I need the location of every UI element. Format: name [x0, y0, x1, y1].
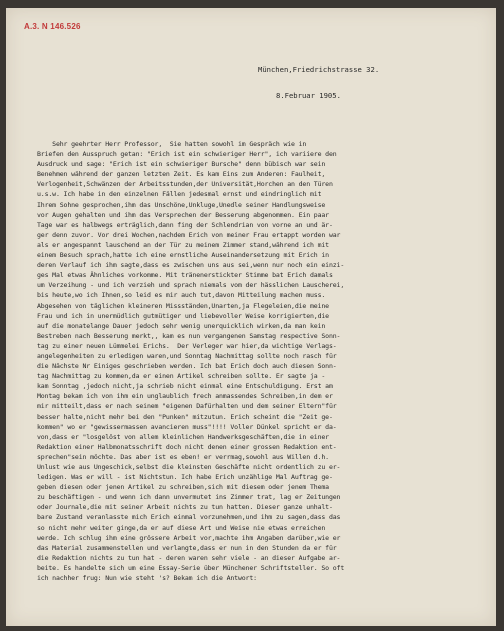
letter-line: kam Sonntag ,jedoch nicht,ja schrieb nicht einmal eine Entschuldigung. Erst am: [37, 382, 333, 391]
letter-line: von,dass er "losgelöst von allem kleinlichen Handwerksgeschäften,die in einer: [37, 432, 329, 441]
letter-line: Benehmen während der ganzen letzten Zeit. Es kam Eins zum Anderen: Faulheit,: [37, 170, 326, 179]
letter-line: werde. Ich schlug ihm eine grössere Arbeit vor,machte ihm Angaben darüber,wie er: [37, 533, 341, 542]
letter-line: einem Besuch sprach,hatte ich eine ernstliche Auseinandersetzung mit Erich in: [37, 251, 329, 260]
letter-sheet: [6, 8, 496, 626]
letter-date: 8.Februar 1905.: [276, 91, 341, 100]
letter-line: kommen" wo er "gewissermassen avancieren muss"!!!! Voller Dünkel spricht er da-: [37, 422, 337, 431]
letter-line: sprechen"sein möchte. Das aber ist es eben! er verrmag,sowohl aus Willen d.h.: [37, 452, 329, 461]
letter-line: oder Journale,die mit seiner Arbeit nichts zu tun hatten. Dieser ganze unhalt-: [37, 503, 333, 512]
letter-line: um Verzeihung - und ich verzieh und sprach niemals vom der hässlichen Lauscherei,: [37, 281, 345, 290]
letter-line: Verlogenheit,Schwänzen der Arbeitsstunden,der Universität,Horchen an den Türen: [37, 180, 333, 189]
letter-line: bis heute,wo ich Ihnen,so leid es mir auch tut,davon Mitteilung machen muss.: [37, 291, 326, 300]
letter-line: u.s.w. Ich habe in den einzelnen Fällen jedesmal ernst und eindringlich mit: [37, 190, 322, 199]
letter-line: Briefen den Ausspruch getan: "Erich ist ein schwieriger Herr", ich variiere den: [37, 150, 337, 159]
letter-line: ges Mal etwas Ähnliches vorkomme. Mit tränenerstickter Stimme bat Erich damals: [37, 271, 333, 280]
letter-line: tag Nachmittag zu kommen,da er einen Artikel schreiben sollte. Er sagte ja -: [37, 372, 326, 381]
letter-line: Sehr geehrter Herr Professor, Sie hatten sowohl im Gespräch wie in: [37, 140, 307, 148]
letter-line: Ihrem Sohne gesprochen,ihm das Unschöne,Unkluge,Unedle seiner Handlungsweise: [37, 200, 326, 209]
letter-line: besser halte,nicht mehr bei den "Punken" mitzutun. Erich scheint die "Zeit ge-: [37, 412, 333, 421]
letter-line: Frau und ich in unermüdlich gutmütiger und liebevoller Weise korrigierten,die: [37, 311, 329, 320]
letter-line: Tage war es halbwegs erträglich,dann fing der Schlendrian von vorne an und är-: [37, 220, 333, 229]
letter-line: geben diesen oder jenen Artikel zu schreiben,sich mit diesem oder jenem Thema: [37, 483, 329, 492]
letter-line: ger denn zuvor. Vor drei Wochen,nachdem Erich von meiner Frau ertappt worden war: [37, 230, 341, 239]
letter-line: Bestreben nach Besserung merkt,, kam es nun vergangenen Samstag respective Sonn-: [37, 331, 341, 340]
letter-line: zu beschäftigen - und wenn ich dann unvermutet ins Zimmer trat, lag er Zeitungen: [37, 493, 341, 502]
letter-line: tag zu einer neuen Lümmelei Erichs. Der Verleger war hier,da wichtige Verlags-: [37, 341, 337, 350]
letter-line: angelegenheiten zu erledigen waren,und Sonntag Nachmittag sollte noch rasch für: [37, 351, 337, 360]
archive-number-stamp: A.3. N 146.526: [24, 22, 81, 31]
letter-line: das Material zusammenstellen und verlangte,dass er nun in den Stunden da er für: [37, 543, 337, 552]
letter-line: die Nächste Nr Einiges geschrieben werden. Ich bat Erich doch auch diesen Sonn-: [37, 362, 337, 371]
letter-place-street: München,Friedrichstrasse 32.: [258, 65, 380, 74]
letter-line: so nicht mehr weiter ginge,da er auf diese Art und Weise nie etwas erreichen: [37, 523, 326, 532]
letter-line: Abgesehen von täglichen kleineren Missständen,Unarten,ja Flegeleien,die meine: [37, 301, 329, 310]
letter-line: beite. Es handelte sich um eine Essay-Serie über Münchener Schriftsteller. So oft: [37, 563, 345, 572]
letter-line: als er angespannt lauschend an der Tür zu meinem Zimmer stand,während ich mit: [37, 240, 329, 249]
letter-line: ich nachher frug: Nun wie steht 's? Bekam ich die Antwort:: [37, 574, 257, 583]
letter-line: Montag bekam ich von ihm ein unglaublich frech anmassendes Schreiben,in dem er: [37, 392, 333, 401]
letter-line: Redaktion einer Halbmonatsschrift doch nicht denen einer grossen Redaktion ent-: [37, 442, 337, 451]
letter-line: bare Zustand veranlasste mich Erich einmal vorzunehmen,und ihm zu sagen,dass das: [37, 513, 341, 522]
letter-line: die Redaktion nichts zu tun hat - deren waren sehr viele - an dieser Aufgabe ar-: [37, 553, 341, 562]
letter-line: Ausdruck und sage: "Erich ist ein schwieriger Bursche" denn bübisch war sein: [37, 160, 326, 169]
letter-line: mir mitteilt,dass er nach seinem "eigenen Dafürhalten und dem seiner Eltern"für: [37, 402, 337, 411]
letter-line: vor Augen gehalten und ihm das Versprechen der Besserung abgenommen. Ein paar: [37, 210, 329, 219]
letter-line: auf die monatelange Dauer jedoch sehr wenig unerquicklich wirken,da man kein: [37, 321, 326, 330]
letter-line: ledigen. Was er will - ist Nichtstun. Ich habe Erich unzählige Mal Auftrag ge-: [37, 473, 333, 482]
letter-body: [37, 139, 477, 583]
letter-line: Unlust wie aus Ungeschick,selbst die kleinsten Geschäfte nicht ordentlich zu er-: [37, 463, 341, 471]
letter-line: deren Verlauf ich ihm sagte,dass es zwischen uns aus sei,wenn nur noch ein einzi-: [37, 261, 345, 270]
